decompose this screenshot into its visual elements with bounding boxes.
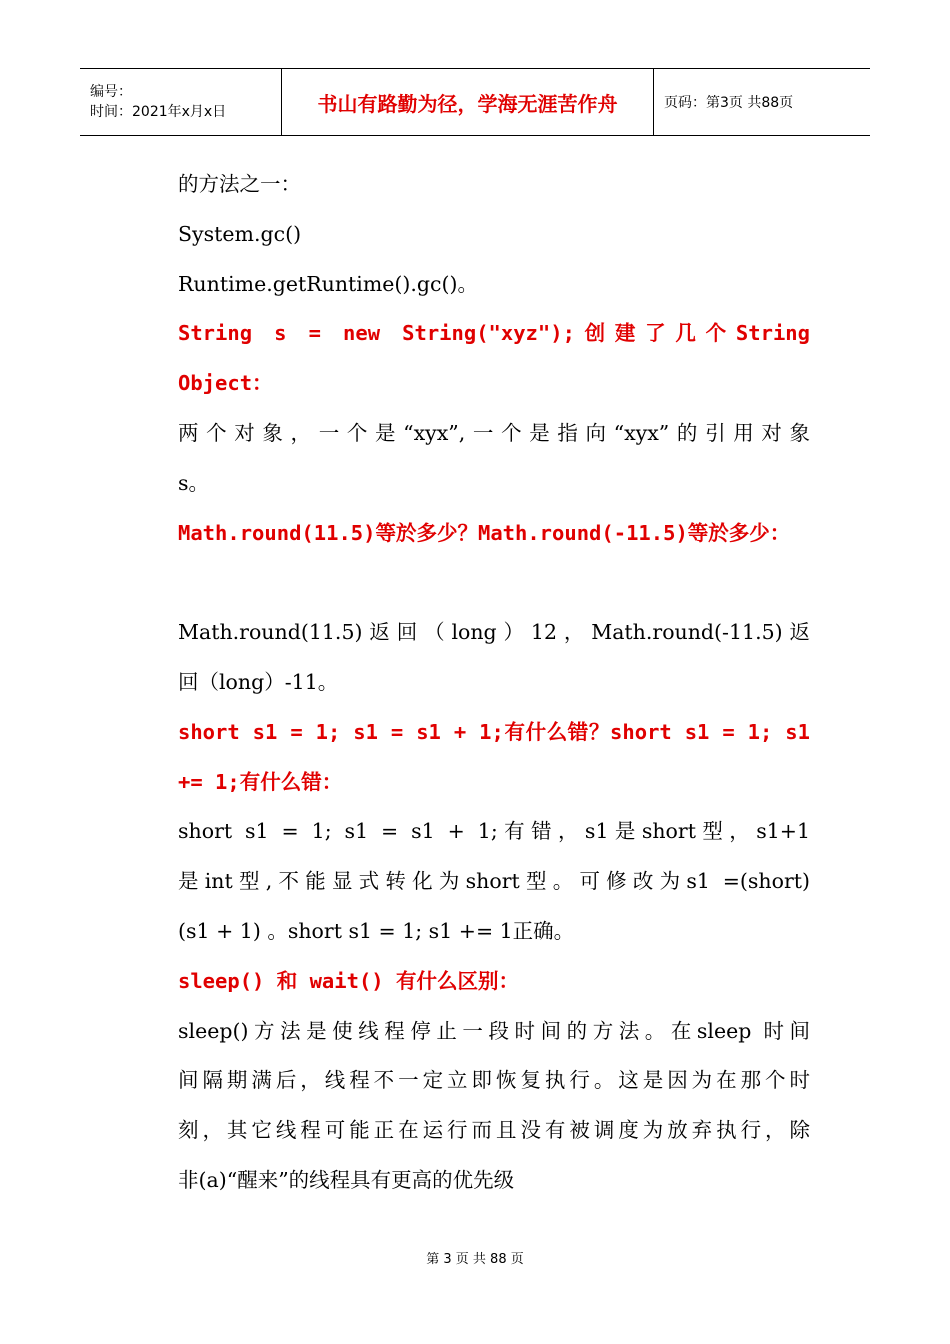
answer-line: short s1 = 1; s1 = s1 + 1;有错，s1是short型，s1+1 <box>178 819 810 844</box>
answer-line: 间隔期满后，线程不一定立即恢复执行。这是因为在那个时 <box>178 1068 810 1093</box>
answer-line: (s1 + 1) 。short s1 = 1; s1 += 1正确。 <box>178 918 575 943</box>
answer-line: 是int型,不能显式转化为short型。可修改为s1 =(short) <box>178 869 810 894</box>
page-info-text: 页码：第3页 共88页 <box>664 95 794 111</box>
header-meta <box>80 69 282 135</box>
question-heading-cont: Object： <box>178 371 273 396</box>
page-header <box>80 68 870 136</box>
question-heading: Math.round(11.5)等於多少？Math.round(-11.5)等於多少： <box>178 520 791 545</box>
blank-line <box>178 558 810 608</box>
document-body <box>178 160 810 1206</box>
header-page-info <box>654 69 870 135</box>
motto-text: 书山有路勤为径，学海无涯苦作舟 <box>317 91 618 116</box>
answer-line: s。 <box>178 470 210 495</box>
number-label: 编号： <box>90 84 132 100</box>
answer-line: sleep()方法是使线程停止一段时间的方法。在sleep 时间 <box>178 1018 810 1043</box>
code-line: Runtime.getRuntime().gc()。 <box>178 271 479 296</box>
time-label: 时间：2021年x月x日 <box>90 104 227 120</box>
body-line: 的方法之一： <box>178 172 301 196</box>
answer-line: 刻，其它线程可能正在运行而且没有被调度为放弃执行，除 <box>178 1118 810 1143</box>
answer-line: Math.round(11.5)返回（long）12，Math.round(-11.5)返 <box>178 620 810 645</box>
code-line: System.gc() <box>178 221 302 246</box>
header-motto <box>282 69 654 135</box>
question-heading: String s = new String("xyz");创建了几个String <box>178 321 810 346</box>
answer-line: 非(a)“醒来”的线程具有更高的优先级 <box>178 1167 515 1192</box>
answer-line: 两个对象，一个是“xyx”,一个是指向“xyx”的引用对象 <box>178 420 810 445</box>
page-footer: 第 3 页 共 88 页 <box>426 1252 524 1267</box>
question-heading: short s1 = 1; s1 = s1 + 1;有什么错？short s1 = 1; s1 <box>178 719 810 744</box>
question-heading-cont: += 1;有什么错： <box>178 769 343 794</box>
answer-line: 回（long）-11。 <box>178 669 339 694</box>
question-heading: sleep() 和 wait() 有什么区别： <box>178 968 519 993</box>
